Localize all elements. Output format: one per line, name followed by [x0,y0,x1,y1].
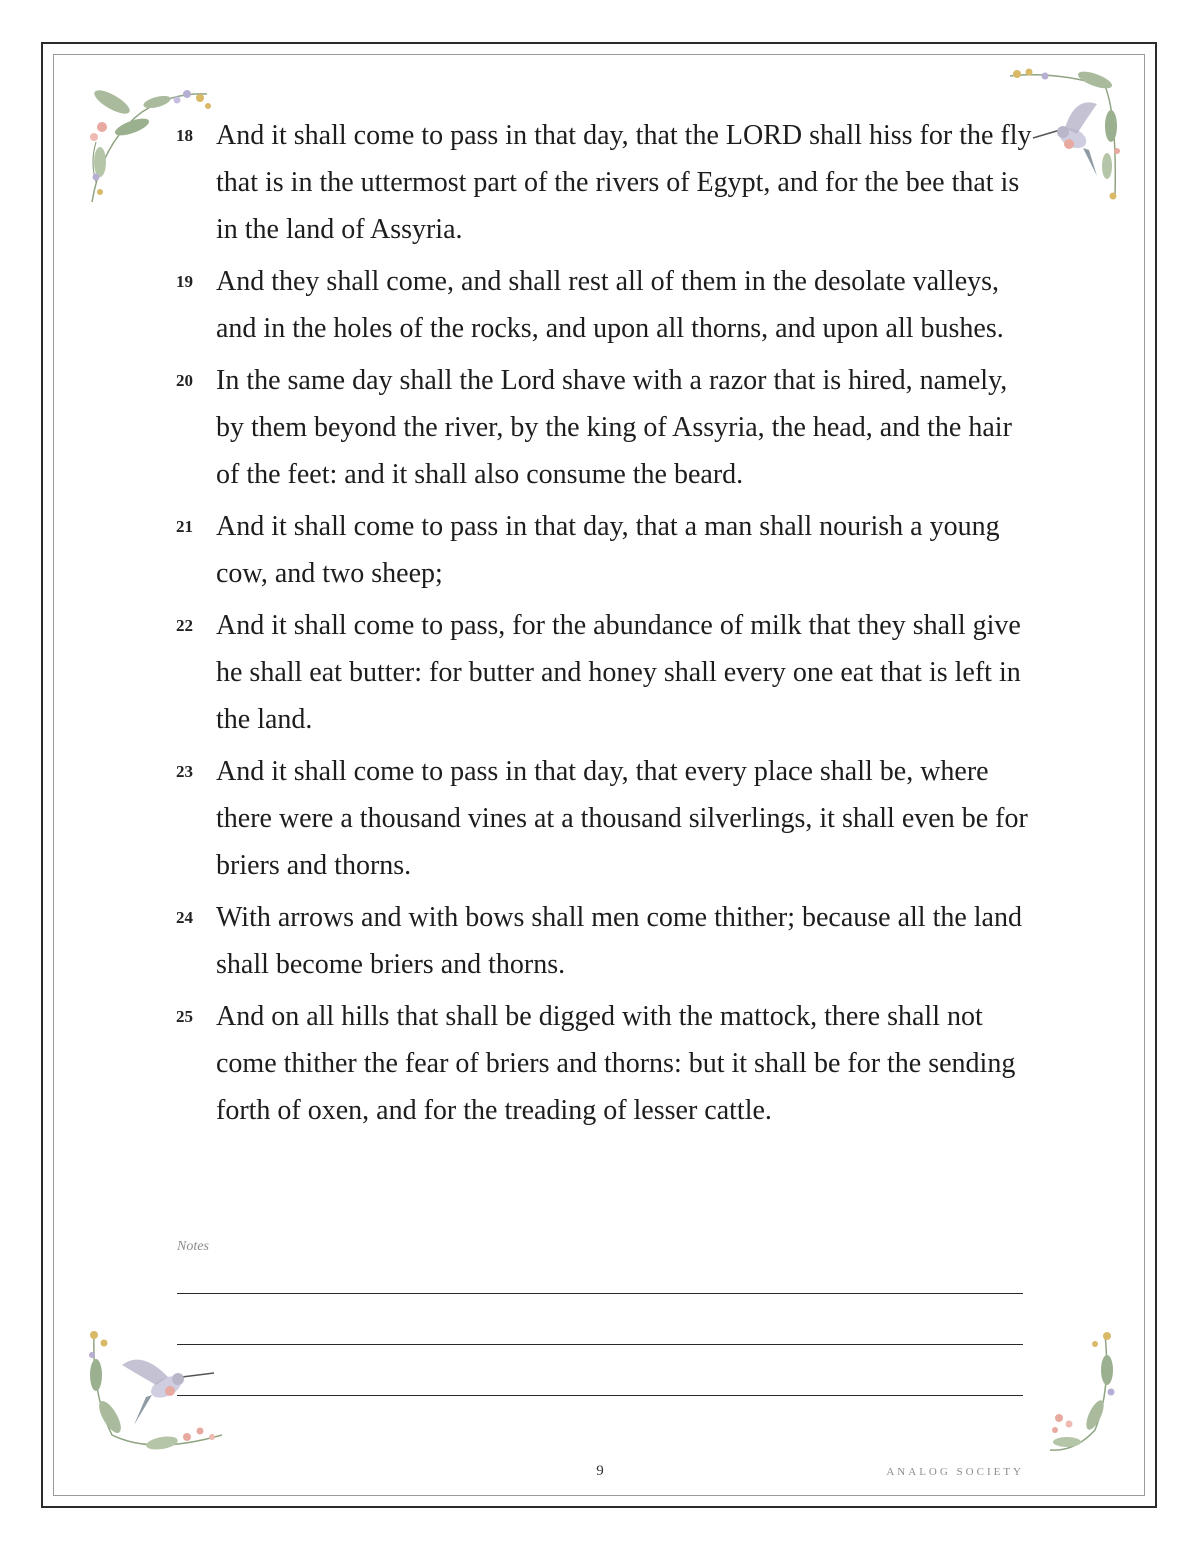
verse [176,258,1036,352]
brand-name: ANALOG SOCIETY [886,1466,1024,1478]
page-number: 9 [596,1463,604,1479]
verse-number: 22 [176,616,193,635]
note-line[interactable] [177,1395,1023,1396]
verse-text: And it shall come to pass in that day, that the LORD shall hiss for the fly that is in the uttermost part of the rivers of Egypt, and for the bee that is in the land of Assyria. [216,120,1032,245]
verse-text: And they shall come, and shall rest all of them in the desolate valleys, and in the holes of the rocks, and upon all thorns, and upon all bushes. [216,266,1004,344]
verse-number: 19 [176,272,193,291]
floral-corner-icon [1045,1330,1120,1460]
verse-text: In the same day shall the Lord shave with a razor that is hired, namely, by them beyond the river, by the king of Assyria, the head, and the hair of the feet: and it shall also consume the beard. [216,365,1012,490]
verse [176,503,1036,597]
verse-text: And it shall come to pass in that day, that every place shall be, where there were a thousand vines at a thousand silverlings, it shall even be for briers and thorns. [216,756,1028,881]
note-line[interactable] [177,1344,1023,1345]
hummingbird-floral-icon [82,1325,232,1460]
verse-number: 20 [176,371,193,390]
verse-number: 21 [176,517,193,536]
verse [176,357,1036,498]
verse-text: And it shall come to pass, for the abundance of milk that they shall give he shall eat butter: for butter and honey shall every one eat that is left in the land. [216,610,1021,735]
verse-text: With arrows and with bows shall men come thither; because all the land shall become briers and thorns. [216,902,1022,980]
verse [176,894,1036,988]
verse-text: And on all hills that shall be digged with the mattock, there shall not come thither the fear of briers and thorns: but it shall be for the sending forth of oxen, and for the treading of lesser cattle. [216,1001,1016,1126]
verse [176,748,1036,889]
scripture-passage [176,112,1036,1139]
verse [176,993,1036,1134]
verse-number: 24 [176,908,193,927]
note-line[interactable] [177,1293,1023,1294]
verse-number: 23 [176,762,193,781]
verse-text: And it shall come to pass in that day, that a man shall nourish a young cow, and two sheep; [216,511,1000,589]
verse [176,602,1036,743]
verse [176,112,1036,253]
verse-number: 25 [176,1007,193,1026]
verse-number: 18 [176,126,193,145]
notes-label: Notes [177,1239,209,1254]
